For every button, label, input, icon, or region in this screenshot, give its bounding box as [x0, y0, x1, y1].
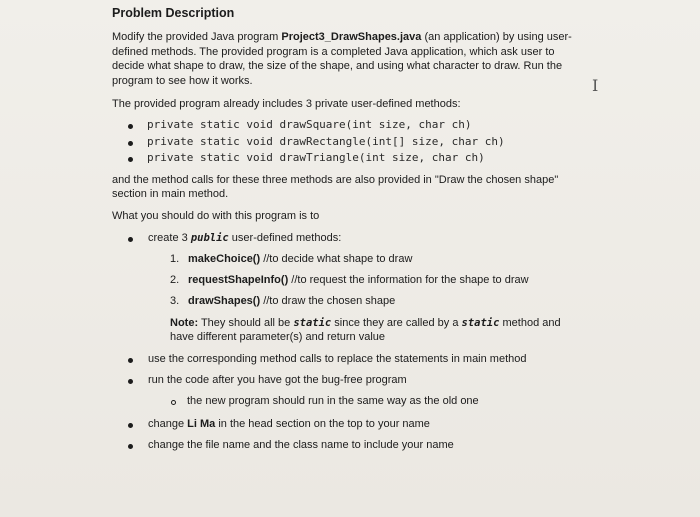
create-text: create 3 — [148, 232, 191, 244]
replace-item: use the corresponding method calls to replace the statements in main method — [148, 353, 527, 365]
item-number: 3. — [170, 295, 180, 307]
todo-heading: What you should do with this program is to — [112, 210, 320, 222]
bullet-icon — [128, 237, 133, 242]
create-methods-item — [148, 231, 341, 245]
page-title: Problem Description — [112, 6, 235, 20]
method-desc: //to decide what shape to draw — [260, 253, 413, 265]
provided-heading: The provided program already includes 3 private user-defined methods: — [112, 98, 461, 110]
keyword-public: public — [190, 232, 229, 244]
intro-text: Modify the provided Java program — [112, 31, 282, 43]
intro-line-4: program to see how it works. — [112, 75, 253, 87]
intro-text: (an application) by using user- — [421, 31, 572, 43]
new-method-1 — [170, 252, 412, 266]
new-method-2 — [170, 273, 529, 287]
method-calls-line-2: section in main method. — [112, 188, 229, 200]
create-text: user-defined methods: — [228, 232, 342, 244]
sub-bullet-icon — [171, 400, 176, 405]
item-number: 1. — [170, 253, 180, 265]
intro-line-3: decide what shape to draw, the size of the shape, and using what character to draw. Run the — [112, 60, 563, 72]
private-method-1: private static void drawSquare(int size, char ch) — [147, 118, 472, 131]
new-method-3 — [170, 294, 395, 308]
author-name: Li Ma — [187, 418, 216, 430]
note-text: They should all be — [198, 317, 294, 329]
run-item: run the code after you have got the bug-free program — [148, 374, 407, 386]
method-calls-line-1: and the method calls for these three methods are also provided in "Draw the chosen shape" — [112, 174, 559, 186]
intro-line-2: defined methods. The provided program is a completed Java application, which ask user to — [112, 46, 555, 58]
rename-item: change the file name and the class name to include your name — [148, 439, 454, 451]
bullet-icon — [128, 157, 133, 162]
keyword-static: static — [293, 317, 332, 329]
method-name: drawShapes() — [188, 295, 261, 307]
note-text: since they are called by a — [331, 317, 462, 329]
bullet-icon — [128, 124, 133, 129]
method-desc: //to request the information for the shape to draw — [288, 274, 529, 286]
change-text: in the head section on the top to your name — [215, 418, 430, 430]
run-subitem: the new program should run in the same way as the old one — [187, 395, 479, 407]
text-cursor-icon: I — [592, 76, 599, 95]
item-number: 2. — [170, 274, 180, 286]
change-name-item — [148, 417, 430, 431]
note-label: Note: — [170, 317, 199, 329]
bullet-icon — [128, 358, 133, 363]
method-desc: //to draw the chosen shape — [260, 295, 396, 307]
note-line-2: have different parameter(s) and return value — [170, 331, 386, 343]
note-line-1 — [170, 316, 561, 330]
note-text: method and — [499, 317, 561, 329]
private-method-2: private static void drawRectangle(int[] size, char ch) — [147, 135, 505, 148]
keyword-static: static — [461, 317, 500, 329]
private-method-3: private static void drawTriangle(int size, char ch) — [147, 151, 485, 164]
intro-line-1 — [112, 30, 572, 44]
bullet-icon — [128, 423, 133, 428]
change-text: change — [148, 418, 188, 430]
method-name: makeChoice() — [188, 253, 261, 265]
bullet-icon — [128, 379, 133, 384]
bullet-icon — [128, 444, 133, 449]
bullet-icon — [128, 141, 133, 146]
method-name: requestShapeInfo() — [188, 274, 289, 286]
filename: Project3_DrawShapes.java — [281, 31, 422, 43]
